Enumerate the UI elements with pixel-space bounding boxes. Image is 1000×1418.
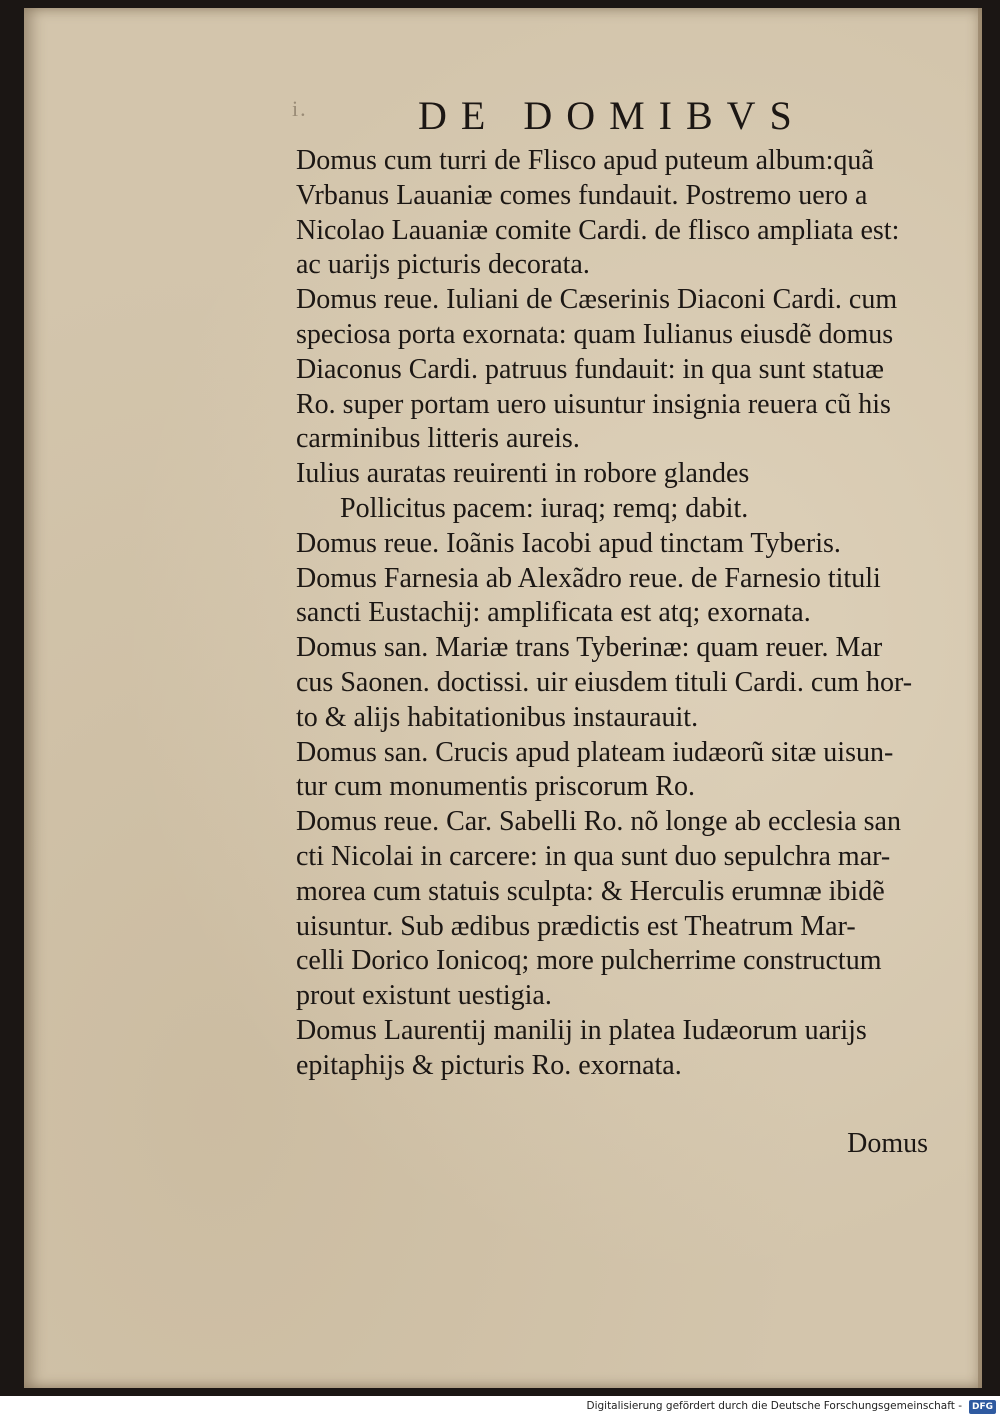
text-line: Domus reue. Iuliani de Cæserinis Diaconi Cardi. cum <box>296 284 898 316</box>
text-line: uisuntur. Sub ædibus prædictis est Theatrum Mar- <box>296 910 856 942</box>
text-line: prout existunt uestigia. <box>296 980 552 1012</box>
verse-line: Iulius auratas reuirenti in robore glandes <box>296 458 750 490</box>
text-line: epitaphijs & picturis Ro. exornata. <box>296 1049 682 1081</box>
text-line: Domus san. Crucis apud plateam iudæorũ sitæ uisun- <box>296 736 894 768</box>
text-line: Ro. super portam uero uisuntur insignia reuera cũ his <box>296 388 891 420</box>
text-line: Domus cum turri de Flisco apud puteum album:quã <box>296 145 874 176</box>
text-line: Nicolao Lauaniæ comite Cardi. de flisco ampliata est: <box>296 214 900 246</box>
footer-bar <box>0 1396 1000 1418</box>
text-line: carminibus litteris aureis. <box>296 423 580 455</box>
text-line: Domus Farnesia ab Alexãdro reue. de Farnesio tituli <box>296 562 881 594</box>
page-mark: i. <box>292 96 308 121</box>
text-line: Diaconus Cardi. patruus fundauit: in qua sunt statuæ <box>296 353 884 385</box>
catchword: Domus <box>847 1128 928 1159</box>
running-head: DE DOMIBVS <box>418 93 806 138</box>
text-line: Domus reue. Car. Sabelli Ro. nõ longe ab ecclesia san <box>296 806 901 838</box>
verse-line: Pollicitus pacem: iuraq; remq; dabit. <box>340 492 749 524</box>
funding-notice: Digitalisierung gefördert durch die Deutsche Forschungsgemeinschaft - <box>586 1400 962 1412</box>
text-line: morea cum statuis sculpta: & Herculis erumnæ ibidẽ <box>296 875 885 907</box>
body-text <box>296 144 932 1084</box>
dfg-logo: DFG <box>969 1400 996 1414</box>
page-edge <box>978 8 982 1388</box>
text-line: celli Dorico Ionicoq; more pulcherrime constructum <box>296 945 882 977</box>
text-line: tur cum monumentis priscorum Ro. <box>296 771 695 803</box>
text-line: Domus reue. Ioãnis Iacobi apud tinctam Tyberis. <box>296 527 841 559</box>
text-line: ac uarijs picturis decorata. <box>296 249 590 281</box>
text-line: Domus Laurentij manilij in platea Iudæorum uarijs <box>296 1014 867 1046</box>
text-line: to & alijs habitationibus instaurauit. <box>296 701 699 733</box>
text-line: sancti Eustachij: amplificata est atq; exornata. <box>296 597 811 629</box>
text-line: speciosa porta exornata: quam Iulianus eiusdẽ domus <box>296 318 894 350</box>
text-line: Domus san. Mariæ trans Tyberinæ: quam reuer. Mar <box>296 632 883 664</box>
text-line: Vrbanus Lauaniæ comes fundauit. Postremo uero a <box>296 179 868 211</box>
text-line: cti Nicolai in carcere: in qua sunt duo sepulchra mar- <box>296 840 891 872</box>
text-line: cus Saonen. doctissi. uir eiusdem tituli Cardi. cum hor- <box>296 666 913 698</box>
